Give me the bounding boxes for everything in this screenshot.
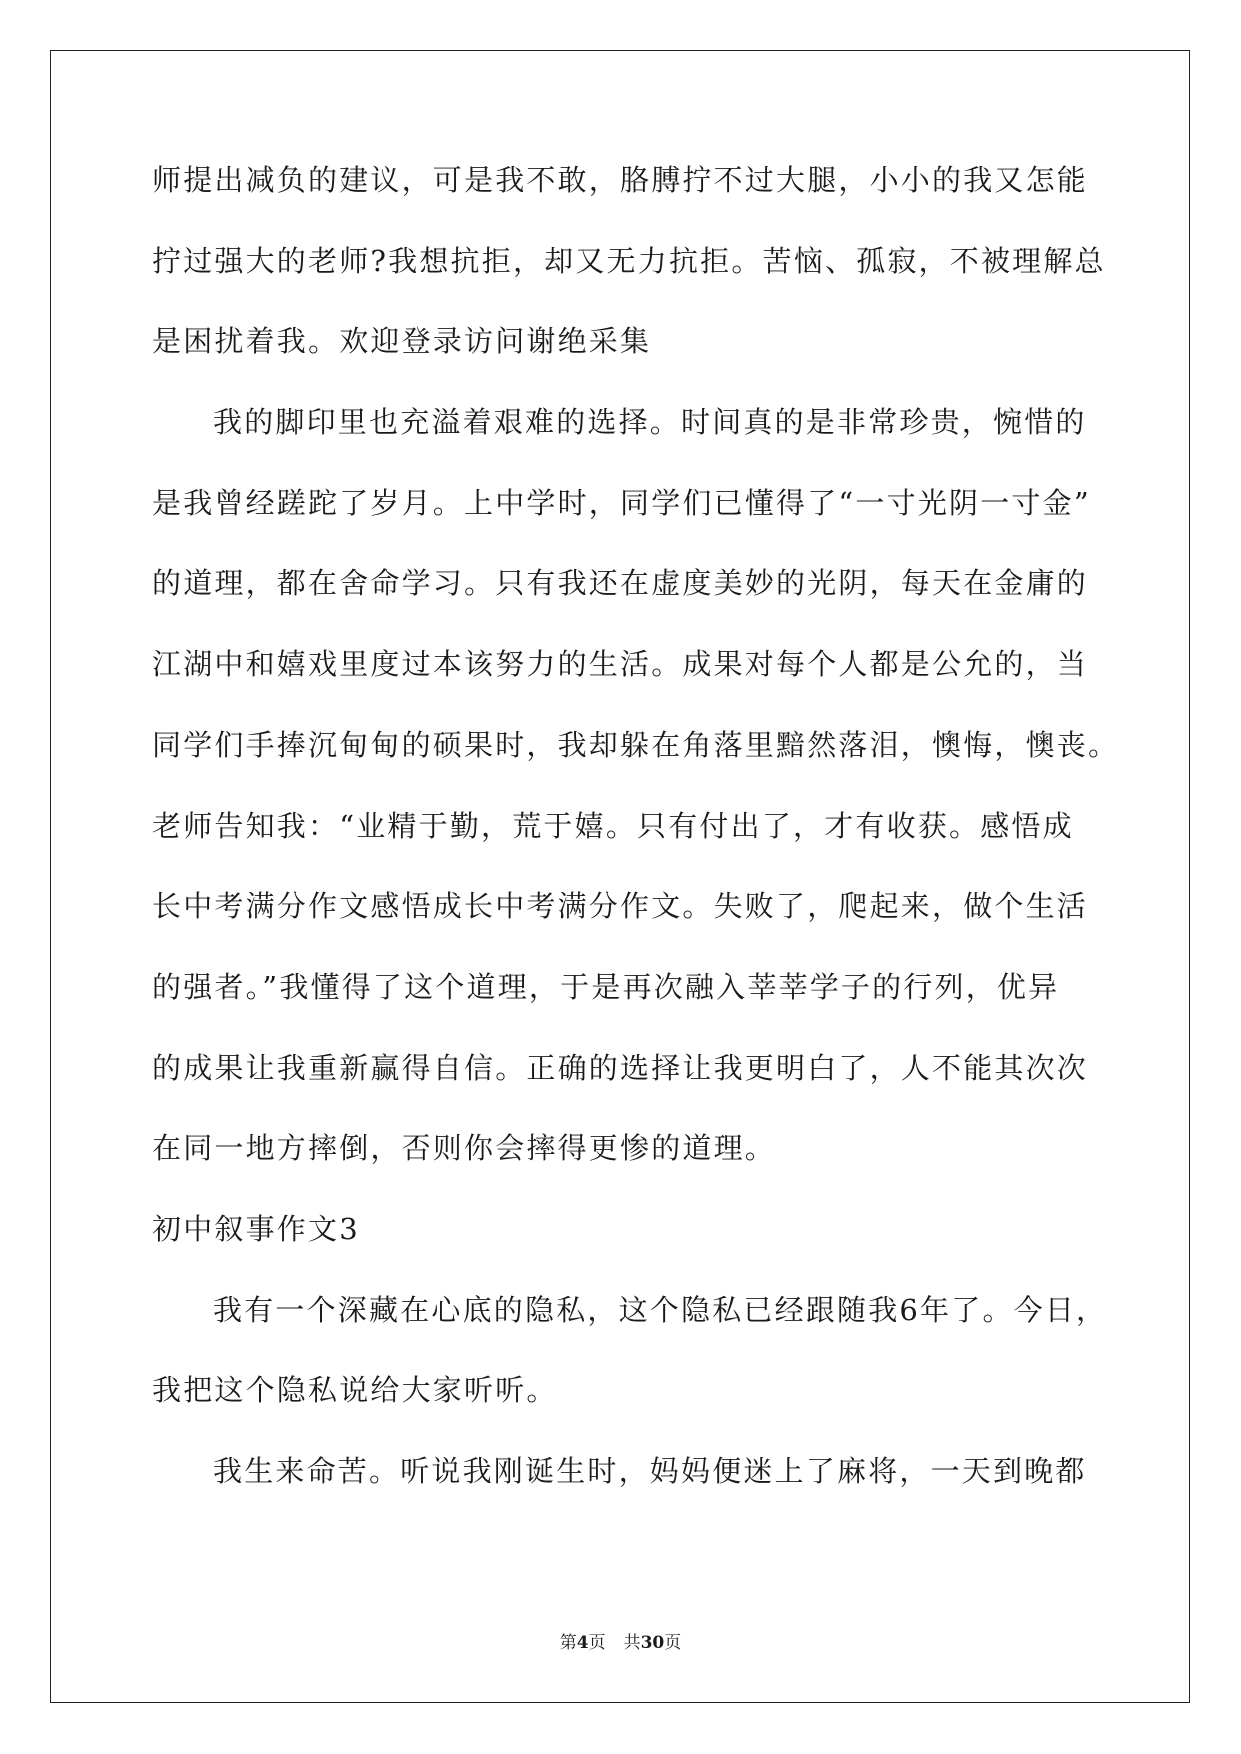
document-body: [152, 160, 1120, 1532]
text-line: 在同一地方摔倒，否则你会摔得更惨的道理。: [152, 1131, 777, 1166]
section-heading: 初中叙事作文3: [152, 1211, 360, 1246]
text-line: 我把这个隐私说给大家听听。: [152, 1373, 558, 1408]
text-line: 是困扰着我。欢迎登录访问谢绝采集: [152, 324, 652, 359]
text-line: 的道理，都在舍命学习。只有我还在虚度美妙的光阴，每天在金庸的: [152, 566, 1089, 601]
text-line: 师提出减负的建议，可是我不敢，胳膊拧不过大腿，小小的我又怎能: [152, 163, 1089, 197]
text-line: 是我曾经蹉跎了岁月。上中学时，同学们已懂得了“一寸光阴一寸金”: [152, 485, 1091, 520]
text-line: 老师告知我：“业精于勤，荒于嬉。只有付出了，才有收获。感悟成: [152, 808, 1074, 843]
footer-suffix: 页: [664, 1633, 682, 1653]
text-line: 的成果让我重新赢得自信。正确的选择让我更明白了，人不能其次次: [152, 1050, 1089, 1085]
paragraph-start-line: 我有一个深藏在心底的隐私，这个隐私已经跟随我6年了。今日，: [213, 1292, 1108, 1327]
current-page-number: 4: [576, 1633, 589, 1653]
text-line: 江湖中和嬉戏里度过本该努力的生活。成果对每个人都是公允的，当: [152, 647, 1089, 682]
page-footer: [0, 1628, 1241, 1653]
paragraph-start-line: 我生来命苦。听说我刚诞生时，妈妈便迷上了麻将，一天到晚都: [213, 1454, 1087, 1488]
text-line: 的强者。”我懂得了这个道理，于是再次融入莘莘学子的行列，优异: [152, 969, 1060, 1004]
footer-total-prefix: 共: [623, 1633, 641, 1653]
text-line: 长中考满分作文感悟成长中考满分作文。失败了，爬起来，做个生活: [152, 889, 1089, 924]
paragraph-start-line: 我的脚印里也充溢着艰难的选择。时间真的是非常珍贵，惋惜的: [213, 405, 1087, 440]
total-page-count: 30: [640, 1633, 665, 1653]
footer-mid: 页: [588, 1633, 606, 1653]
text-line: 同学们手捧沉甸甸的硕果时，我却躲在角落里黯然落泪，懊悔，懊丧。: [152, 727, 1120, 762]
text-line: 拧过强大的老师?我想抗拒，却又无力抗拒。苦恼、孤寂，不被理解总: [152, 243, 1106, 278]
footer-prefix: 第: [559, 1633, 577, 1653]
